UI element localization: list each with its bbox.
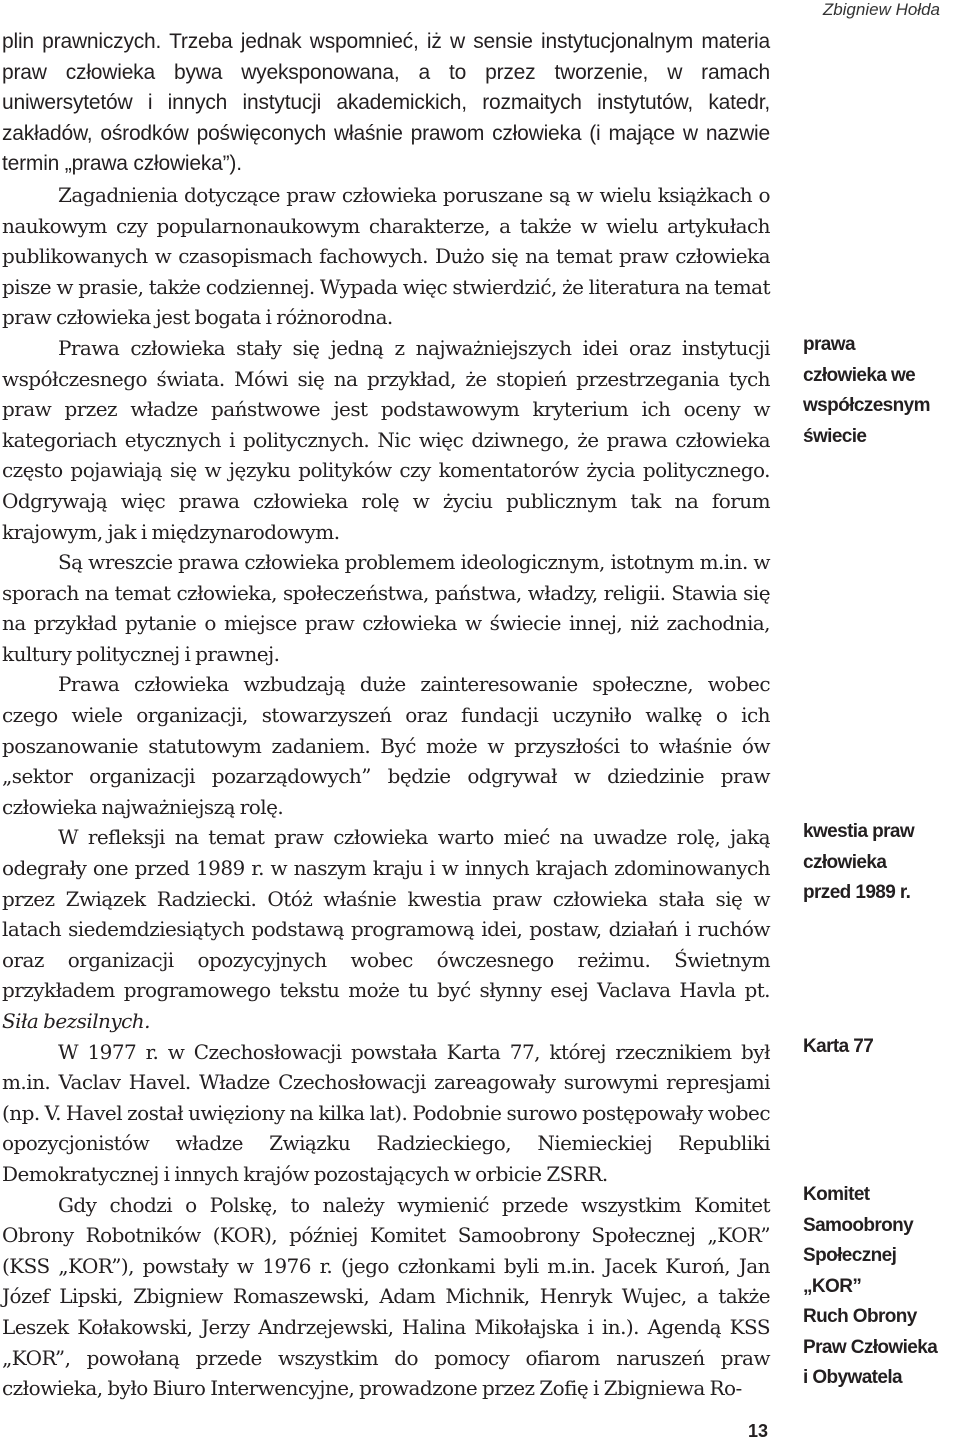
margin-note-line: prawa bbox=[803, 334, 855, 355]
margin-note-line: człowieka we bbox=[803, 364, 916, 386]
page-number: 13 bbox=[748, 1421, 769, 1441]
margin-note-line: Ruch Obrony bbox=[803, 1306, 917, 1327]
running-header-author: Zbigniew Hołda bbox=[822, 0, 940, 19]
margin-note-before-1989 bbox=[803, 817, 960, 909]
margin-note-kss-kor bbox=[803, 1180, 960, 1394]
margin-note-human-rights-today bbox=[803, 330, 960, 452]
margin-note-line: przed 1989 r. bbox=[803, 882, 911, 903]
paragraph-6-text: W refleksji na temat praw człowieka warto mieć na uwadze rolę, jaką odegrały one przed 1989 r. w naszym kraju i w innych krajach zdominowanych przez Związek Radziecki. Otóż właśnie kwestia praw człowieka stała się w latach siedemdziesiątych podstawą programową idei, postaw, działań i ruchów oraz organizacji opozycyjnych wobec ówczesnego reżimu. Świetnym przykładem programowego tekstu może tu być słynny esej Vaclava Havla pt. bbox=[2, 825, 770, 1003]
paragraph-6 bbox=[2, 822, 770, 1036]
margin-note-line: świecie bbox=[803, 425, 867, 447]
margin-note-line: Komitet bbox=[803, 1184, 870, 1205]
margin-note-line: Samoobrony bbox=[803, 1214, 914, 1236]
paragraph-1: plin prawniczych. Trzeba jednak wspomnieć, iż w sensie instytucjonalnym materia praw człowieka bywa wyeksponowana, a to przez tworzenie, w ramach uniwersytetów i innych instytucji akademickich, rozmaitych instytutów, katedr, zakładów, ośrodków poświęconych właśnie prawom człowieka (i mające w nazwie termin „prawa człowieka”). bbox=[2, 30, 770, 176]
margin-note-line: Praw Człowieka bbox=[803, 1336, 938, 1358]
margin-note-line: Społecznej bbox=[803, 1245, 897, 1266]
essay-title: Siła bezsilnych. bbox=[2, 1009, 150, 1033]
paragraph-2: Zagadnienia dotyczące praw człowieka poruszane są w wielu książkach o naukowym czy popularnonaukowym charakterze, a także w wielu artykułach publikowanych w czasopismach fachowych. Dużo się na temat praw człowieka pisze w prasie, także codziennej. Wypada więc stwierdzić, że literatura na temat praw człowieka jest bogata i różnorodna. bbox=[2, 182, 770, 330]
margin-note-line: „KOR” bbox=[803, 1275, 862, 1297]
margin-note-line: człowieka bbox=[803, 851, 887, 873]
paragraph-4: Są wreszcie prawa człowieka problemem ideologicznym, istotnym m.in. w sporach na temat człowieka, społeczeństwa, państwa, władzy, religii. Stawia się na przykład pytanie o miejsce praw człowieka w świecie innej, niż zachodnia, kultury politycznej i prawnej. bbox=[2, 550, 770, 666]
margin-note-line: i Obywatela bbox=[803, 1367, 902, 1388]
margin-note-line: Karta 77 bbox=[803, 1036, 874, 1057]
paragraph-8: Gdy chodzi o Polskę, to należy wymienić przede wszystkim Komitet Obrony Robotników (KOR), później Komitet Samoobrony Społecznej „KOR” (KSS „KOR”), powstały w 1976 r. (jego członkami byli m.in. Jacek Kuroń, Jan Józef Lipski, Zbigniew Romaszewski, Adam Michnik, Henryk Wujec, a także Leszek Kołakowski, Jerzy Andrzejewski, Halina Mikołajska i in.). Agendą KSS „KOR”, powołaną przede wszystkim do pomocy ofiarom naruszeń praw człowieka, było Biuro Interwencyjne, prowadzone przez Zofię i Zbigniewa Ro- bbox=[2, 1192, 770, 1401]
margin-note-line: współczesnym bbox=[803, 395, 930, 416]
main-text-column bbox=[2, 27, 770, 1404]
paragraph-7: W 1977 r. w Czechosłowacji powstała Karta 77, której rzecznikiem był m.in. Vaclav Havel. Władze Czechosłowacji zareagowały surowymi represjami (np. V. Havel został uwięziony na kilka lat). Podobnie surowo postępowały wobec opozycjonistów władze Związku Radzieckiego, Niemieckiej Republiki Demokratycznej i innych krajów pozostających w orbicie ZSRR. bbox=[2, 1039, 770, 1186]
margin-note-line: kwestia praw bbox=[803, 821, 915, 842]
paragraph-5: Prawa człowieka wzbudzają duże zainteresowanie społeczne, wobec czego wiele organizacji, stowarzyszeń oraz fundacji uczyniło walkę o ich poszanowanie statutowym zadaniem. Być może w przyszłości to właśnie ów „sektor organizacji pozarządowych” będzie odgrywał w dziedzinie praw człowieka najważniejszą rolę. bbox=[2, 672, 770, 819]
paragraph-3: Prawa człowieka stały się jedną z najważniejszych idei oraz instytucji współczesnego świata. Mówi się na przykład, że stopień przestrzegania tych praw przez władze państwowe jest podstawowym kryterium ich oceny w kategoriach etycznych i politycznych. Nic więc dziwnego, że prawa człowieka często pojawiają się w języku polityków czy komentatorów życia politycznego. Odgrywają więc prawa człowieka rolę w życiu publicznym tak na forum krajowym, jak i międzynarodowym. bbox=[2, 335, 770, 544]
margin-note-charter-77 bbox=[803, 1032, 960, 1063]
